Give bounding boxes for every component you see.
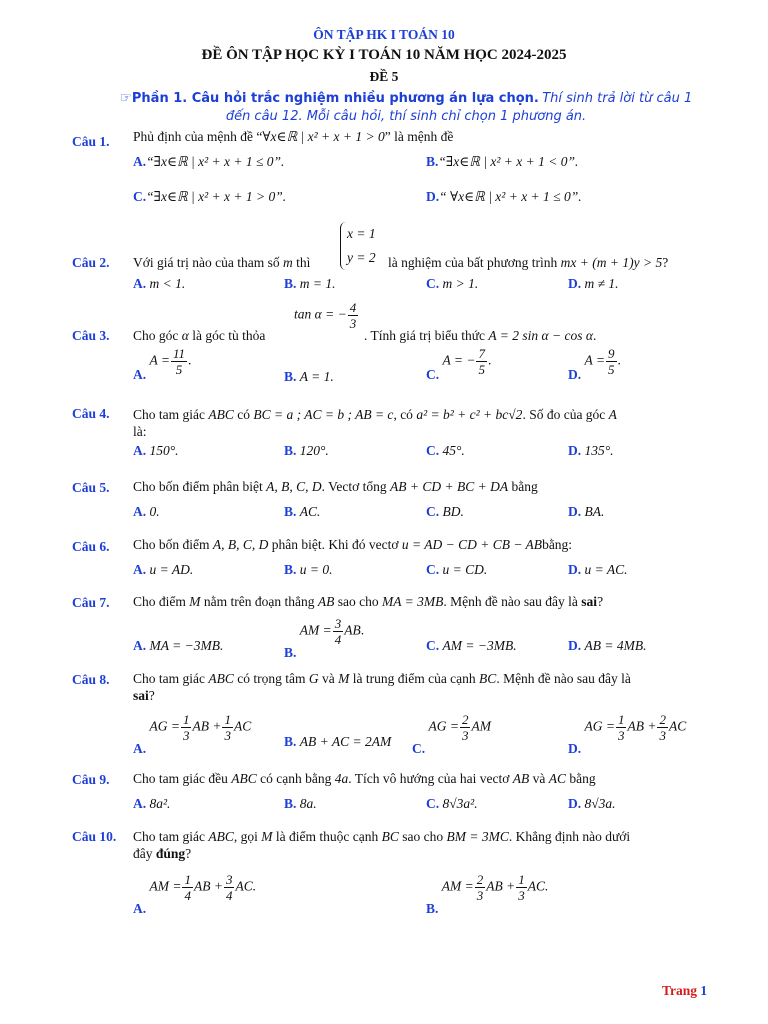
option-label: D.	[568, 504, 582, 519]
option-label: A.	[133, 796, 147, 811]
option-label: B.	[284, 734, 297, 749]
math-expression: mx + (m + 1)y > 5	[560, 255, 663, 270]
option-label: D.	[568, 740, 582, 756]
option-c[interactable]	[426, 276, 478, 292]
option-text: AB = 4MB.	[584, 638, 647, 653]
option-a[interactable]	[133, 562, 193, 578]
option-text: 8√3a.	[584, 796, 616, 811]
question-text-part: có	[237, 407, 250, 422]
option-label: A.	[133, 740, 147, 756]
option-text: BD.	[442, 504, 464, 519]
question-text-part: là:	[133, 424, 147, 439]
top-title: ÔN TẬP HK I TOÁN 10	[313, 27, 455, 42]
option-b[interactable]	[284, 443, 329, 459]
math-expression: BC	[381, 829, 399, 844]
part-heading	[86, 89, 726, 125]
math-expression: AB	[512, 771, 530, 786]
option-label: B.	[284, 443, 297, 458]
option-text: 8a.	[299, 796, 317, 811]
fraction-denominator: 3	[518, 888, 525, 903]
exam-number: ĐỀ 5	[369, 69, 399, 84]
option-text: u = AD.	[149, 562, 194, 577]
tan-expression	[294, 300, 359, 331]
question-text-part: Cho tam giác đều	[133, 771, 228, 786]
option-text: AB + AC = 2AM	[299, 734, 392, 749]
fraction-numerator: 1	[184, 872, 191, 887]
option-label: B.	[284, 276, 297, 291]
option-a[interactable]: A. A = $\frac{11}{5}$ .	[133, 346, 192, 382]
option-text: AC.	[299, 504, 321, 519]
question-text	[133, 328, 265, 344]
option-b[interactable]: B. AM = $\frac{3}{4}$ AB.	[284, 616, 365, 660]
math-expression: BM = 3MC	[446, 829, 509, 844]
option-label: A.	[133, 504, 147, 519]
question-text-part: và	[321, 671, 335, 686]
option-text: “∃x∈ℝ | x² + x + 1 < 0”.	[438, 154, 579, 169]
option-text: A = −	[442, 352, 476, 368]
option-text: A =	[149, 352, 170, 368]
question-text	[364, 328, 596, 344]
fraction-denominator: 5	[175, 362, 183, 377]
pointing-hand-icon: ☞	[119, 90, 132, 105]
fraction-denominator: 4	[334, 632, 342, 647]
option-text: m ≠ 1.	[584, 276, 619, 291]
option-text: MA = −3MB.	[149, 638, 224, 653]
option-a[interactable]	[133, 443, 179, 459]
fraction-numerator: 11	[173, 346, 186, 361]
question-text	[133, 478, 708, 495]
option-text: AM =	[441, 878, 474, 894]
option-label: D.	[568, 366, 582, 382]
option-text: AB +	[627, 718, 657, 734]
fraction-denominator: 3	[659, 728, 666, 743]
option-b[interactable]	[284, 369, 334, 385]
emphasis-text: sai	[133, 688, 149, 703]
fraction-numerator: 1	[617, 712, 625, 727]
footer-label: Trang	[662, 983, 698, 998]
question-text-part: , gọi	[233, 829, 258, 844]
math-expression: u = AD − CD + CB − AB	[401, 537, 543, 552]
question-text-part: phân biệt. Khi đó vectơ	[271, 537, 399, 552]
option-c[interactable]	[426, 443, 465, 459]
fraction-denominator: 3	[617, 728, 625, 743]
option-a[interactable]	[133, 638, 223, 654]
question-text-part: . Tích vô hướng của hai vectơ	[348, 771, 510, 786]
fraction-numerator: 3	[225, 872, 233, 887]
question-text-part: Cho điểm	[133, 594, 186, 609]
question-text-part: Cho tam giác	[133, 407, 205, 422]
option-label: D.	[568, 443, 582, 458]
question-text-part: là trung điểm của cạnh	[352, 671, 476, 686]
option-label: C.	[426, 638, 440, 653]
option-label: B.	[426, 900, 439, 916]
question-text-part: thì	[296, 255, 311, 270]
math-expression: M	[261, 829, 273, 844]
option-label: A.	[133, 562, 147, 577]
option-label: C.	[426, 504, 440, 519]
part-title: Phần 1. Câu hỏi trắc nghiệm nhiều phương án lựa chọn.	[131, 91, 539, 106]
option-text: 120°.	[299, 443, 329, 458]
question-text-part: bằng	[511, 479, 538, 494]
option-text: A = 1.	[299, 369, 334, 384]
option-b[interactable]	[284, 562, 333, 578]
option-label: C.	[426, 562, 440, 577]
option-label: C.	[133, 189, 147, 204]
option-d[interactable]	[568, 504, 604, 520]
question-text	[133, 670, 708, 704]
option-c[interactable]	[426, 562, 487, 578]
question-text-part: . Mệnh đề nào sau đây là	[496, 671, 631, 686]
option-a[interactable]	[133, 872, 257, 916]
question-text	[388, 255, 668, 271]
emphasis-text: đúng	[155, 846, 186, 861]
question-text-part: và	[532, 771, 546, 786]
question-text-part: có trọng tâm	[237, 671, 306, 686]
fraction-numerator: 2	[476, 872, 484, 887]
option-text: u = 0.	[299, 562, 333, 577]
option-text: 135°.	[584, 443, 614, 458]
question-text-part: nằm trên đoạn thẳng	[203, 594, 315, 609]
option-text: AB +	[192, 718, 222, 734]
question-label: Câu 9.	[72, 772, 110, 787]
math-expression: tan α = −	[294, 306, 347, 322]
question-label: Câu 6.	[72, 539, 110, 554]
option-d[interactable]	[568, 562, 628, 578]
part-instruction-1: Thí sinh trả lời từ câu 1	[542, 91, 693, 106]
question-text	[133, 406, 708, 440]
fraction-denominator: 5	[478, 362, 485, 377]
question-text	[133, 828, 708, 862]
fraction-denominator: 4	[225, 888, 233, 903]
question-label: Câu 1.	[72, 134, 110, 149]
option-text: AC.	[235, 878, 257, 894]
option-c[interactable]: C. A = − $\frac{7}{5}$ .	[426, 346, 492, 382]
option-b[interactable]	[284, 734, 391, 750]
question-text	[133, 536, 708, 553]
fraction-numerator: 2	[659, 712, 666, 727]
question-text-part: là góc tù thỏa	[192, 328, 266, 343]
fraction-denominator: 3	[182, 728, 190, 743]
option-text: 0.	[149, 504, 160, 519]
option-text: u = AC.	[584, 562, 628, 577]
option-label: D.	[568, 562, 582, 577]
math-expression: ABC	[208, 671, 234, 686]
question-text-part: là nghiệm của bất phương trình	[388, 255, 558, 270]
system-equation: y = 2	[347, 250, 376, 265]
fraction-denominator: 4	[184, 888, 191, 903]
equation-system	[340, 222, 376, 270]
option-text: A =	[584, 352, 605, 368]
question-text-part: , có	[393, 407, 413, 422]
option-d[interactable]	[426, 189, 582, 205]
option-d[interactable]	[568, 712, 687, 756]
question-text-part: bằng	[569, 771, 596, 786]
option-label: C.	[426, 366, 440, 382]
option-label: D.	[568, 276, 582, 291]
option-text: AB +	[486, 878, 516, 894]
question-label: Câu 7.	[72, 595, 110, 610]
math-expression: m	[282, 255, 293, 270]
question-text	[133, 593, 708, 610]
math-expression: G	[308, 671, 319, 686]
option-b[interactable]	[284, 504, 320, 520]
math-expression: MA = 3MB	[381, 594, 444, 609]
option-a[interactable]	[133, 504, 160, 520]
option-text: AM = −3MB.	[442, 638, 517, 653]
question-text-part: ?	[662, 255, 669, 270]
option-label: C.	[426, 443, 440, 458]
option-b[interactable]	[426, 154, 578, 170]
question-text-part: .	[592, 328, 597, 343]
question-text-part: Phủ định của mệnh đề “	[133, 129, 263, 144]
option-text: AM	[471, 718, 491, 734]
math-expression: ABC	[208, 407, 234, 422]
question-text-part: đây	[133, 846, 153, 861]
question-text-part: Với giá trị nào của tham số	[133, 255, 280, 270]
page-number: 1	[700, 983, 708, 998]
question-text-part: . Khẳng định nào dưới	[508, 829, 631, 844]
option-label: B.	[284, 796, 297, 811]
question-label: Câu 5.	[72, 480, 110, 495]
option-text: “∃x∈ℝ | x² + x + 1 > 0”.	[146, 189, 287, 204]
math-expression: α	[181, 328, 189, 343]
option-label: A.	[133, 900, 147, 916]
math-expression: BC = a ; AC = b ; AB = c	[253, 407, 394, 422]
option-label: D.	[426, 189, 440, 204]
math-expression: ABC	[208, 829, 234, 844]
question-text	[133, 255, 310, 271]
question-label: Câu 10.	[72, 829, 117, 844]
option-a[interactable]	[133, 796, 170, 812]
question-text	[133, 128, 708, 145]
option-label: B.	[284, 644, 297, 660]
math-expression: A, B, C, D	[266, 479, 322, 494]
fraction-numerator: 4	[349, 300, 357, 315]
question-text-part: . Mệnh đề nào sau đây là	[443, 594, 578, 609]
option-text: m > 1.	[442, 276, 479, 291]
question-label: Câu 2.	[72, 255, 110, 270]
option-label: C.	[426, 276, 440, 291]
question-text-part: Cho tam giác	[133, 671, 205, 686]
option-text: AB	[344, 622, 361, 638]
fraction-denominator: 3	[349, 316, 357, 331]
option-text: “ ∀x∈ℝ | x² + x + 1 ≤ 0”.	[439, 189, 582, 204]
option-c[interactable]	[426, 504, 464, 520]
fraction-numerator: 3	[334, 616, 342, 631]
question-text-part: Cho tam giác	[133, 829, 205, 844]
question-text-part: có cạnh bằng	[260, 771, 332, 786]
question-text-part: Cho bốn điểm phân biệt	[133, 479, 263, 494]
math-expression: A = 2 sin α − cos α	[488, 328, 593, 343]
option-label: A.	[133, 366, 147, 382]
math-expression: AB + CD + BC + DA	[390, 479, 509, 494]
option-text: AG =	[149, 718, 180, 734]
question-text	[133, 770, 708, 787]
option-b[interactable]	[284, 276, 336, 292]
math-expression: a² = b² + c² + bc√2	[416, 407, 523, 422]
option-text: AM =	[299, 622, 332, 638]
option-text: 8√3a².	[442, 796, 478, 811]
question-text-part: sao cho	[337, 594, 379, 609]
option-text: AC	[668, 718, 687, 734]
fraction-numerator: 1	[182, 712, 190, 727]
option-label: B.	[426, 154, 439, 169]
option-a[interactable]	[133, 712, 252, 756]
math-expression: M	[189, 594, 201, 609]
option-label: B.	[284, 562, 297, 577]
question-label: Câu 4.	[72, 406, 110, 421]
option-b[interactable]	[426, 872, 549, 916]
option-label: C.	[426, 796, 440, 811]
math-expression: ABC	[231, 771, 257, 786]
question-text-part: ?	[148, 688, 155, 703]
math-expression: AB	[317, 594, 335, 609]
option-a[interactable]	[133, 154, 284, 170]
math-expression: 4a	[334, 771, 349, 786]
question-text-part: . Tính giá trị biểu thức	[364, 328, 486, 343]
question-text-part: bằng:	[542, 537, 573, 552]
fraction-numerator: 1	[518, 872, 525, 887]
main-title: ĐỀ ÔN TẬP HỌC KỲ I TOÁN 10 NĂM HỌC 2024-2025	[201, 47, 567, 63]
fraction-numerator: 7	[478, 346, 485, 361]
option-label: A.	[133, 276, 147, 291]
option-d[interactable]	[568, 276, 619, 292]
option-d[interactable]: D. A = $\frac{9}{5}$ .	[568, 346, 621, 382]
option-c[interactable]	[412, 712, 491, 756]
option-c[interactable]	[426, 796, 478, 812]
option-text: AG =	[428, 718, 459, 734]
question-text-part: sao cho	[402, 829, 444, 844]
math-expression: AC	[548, 771, 567, 786]
option-c[interactable]	[426, 638, 517, 654]
option-label: C.	[412, 740, 426, 756]
question-text-part: Cho góc	[133, 328, 179, 343]
option-d[interactable]	[568, 796, 616, 812]
question-text-part: là điểm thuộc cạnh	[275, 829, 379, 844]
option-text: AC	[233, 718, 252, 734]
option-text: AM =	[149, 878, 182, 894]
option-text: AB +	[193, 878, 223, 894]
option-label: A.	[133, 443, 147, 458]
math-expression: BC	[479, 671, 497, 686]
option-label: A.	[133, 154, 147, 169]
question-text-part: ?	[185, 846, 192, 861]
question-label: Câu 8.	[72, 672, 110, 687]
option-d[interactable]	[568, 638, 646, 654]
option-label: B.	[284, 369, 297, 384]
option-text: BA.	[584, 504, 605, 519]
option-text: 150°.	[149, 443, 179, 458]
math-expression: M	[338, 671, 350, 686]
option-text: AG =	[584, 718, 615, 734]
option-text: m < 1.	[149, 276, 186, 291]
question-label: Câu 3.	[72, 328, 110, 343]
question-text-part: . Vectơ tổng	[321, 479, 387, 494]
math-expression: A, B, C, D	[212, 537, 269, 552]
question-text-part: . Số đo của góc	[522, 407, 606, 422]
math-expression: ∀x∈ℝ | x² + x + 1 > 0	[262, 129, 385, 144]
option-text: 45°.	[442, 443, 465, 458]
option-a[interactable]	[133, 276, 185, 292]
option-label: D.	[568, 796, 582, 811]
part-instruction-2: đến câu 12. Mỗi câu hỏi, thí sinh chỉ chọn 1 phương án.	[225, 109, 587, 124]
emphasis-text: sai	[581, 594, 598, 609]
option-text: m = 1.	[299, 276, 336, 291]
fraction-numerator: 9	[608, 346, 615, 361]
fraction-denominator: 3	[461, 728, 469, 743]
fraction-numerator: 1	[224, 712, 231, 727]
option-text: 8a².	[149, 796, 171, 811]
page-footer	[662, 983, 707, 999]
option-label: B.	[284, 504, 297, 519]
option-text: “∃x∈ℝ | x² + x + 1 ≤ 0”.	[146, 154, 285, 169]
system-equation: x = 1	[347, 226, 376, 241]
option-c[interactable]	[133, 189, 286, 205]
question-text-part: ” là mệnh đề	[384, 129, 454, 144]
option-label: D.	[568, 638, 582, 653]
fraction-denominator: 3	[476, 888, 484, 903]
fraction-denominator: 5	[608, 362, 615, 377]
option-d[interactable]	[568, 443, 614, 459]
fraction-numerator: 2	[461, 712, 469, 727]
option-text: AC.	[527, 878, 549, 894]
math-expression: A	[608, 407, 617, 422]
option-b[interactable]	[284, 796, 317, 812]
option-text: u = CD.	[442, 562, 488, 577]
question-text-part: Cho bốn điểm	[133, 537, 210, 552]
question-text-part: ?	[597, 594, 604, 609]
option-label: A.	[133, 638, 147, 653]
fraction-denominator: 3	[224, 728, 231, 743]
